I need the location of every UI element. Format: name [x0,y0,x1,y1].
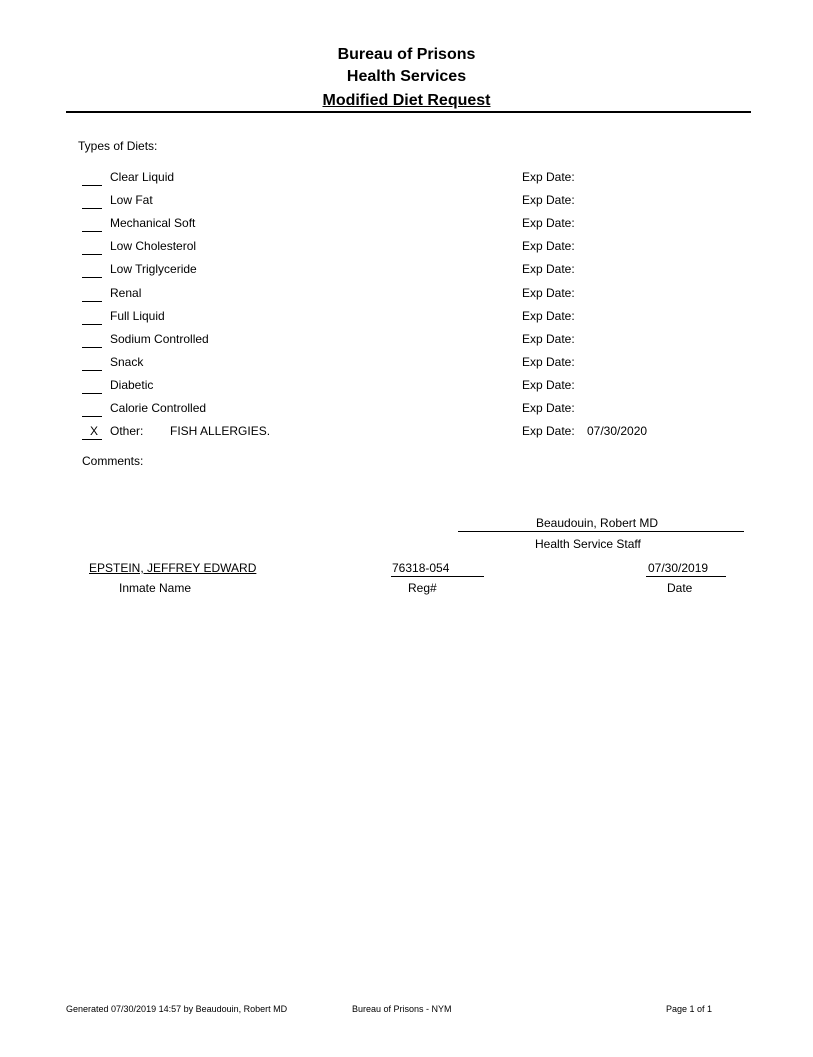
date-label: Date [667,581,693,595]
diet-exp-label: Exp Date: [522,286,575,300]
diet-name: Low Fat [110,193,153,207]
diet-checkbox-line [82,439,102,440]
diet-checkbox-line [82,231,102,232]
footer-facility: Bureau of Prisons - NYM [352,1004,452,1014]
footer-page: Page 1 of 1 [666,1004,713,1014]
diet-exp-label: Exp Date: [522,170,575,184]
diet-exp-label: Exp Date: [522,309,575,323]
diet-exp-label: Exp Date: [522,262,575,276]
page-title: Modified Diet Request [322,92,491,109]
diet-exp-label: Exp Date: [522,216,575,230]
diet-exp-label: Exp Date: [522,424,575,438]
staff-name: Beaudouin, Robert MD [536,516,659,530]
header-title-agency: Bureau of Prisons [337,46,476,63]
diet-checkbox-line [82,324,102,325]
diet-exp-label: Exp Date: [522,378,575,392]
staff-title: Health Service Staff [535,537,641,551]
footer-generated: Generated 07/30/2019 14:57 by Beaudouin, Robert MD [66,1004,288,1014]
signature-date: 07/30/2019 [648,561,709,575]
diet-name: Sodium Controlled [110,332,209,346]
types-of-diets-label: Types of Diets: [78,139,158,153]
diet-name: Low Cholesterol [110,239,197,253]
diet-name: Snack [110,355,144,369]
diet-mark[interactable]: X [90,424,99,438]
diet-name: Full Liquid [110,309,165,323]
diet-checkbox-line [82,185,102,186]
diet-name: Diabetic [110,378,154,392]
diet-name: Mechanical Soft [110,216,196,230]
inmate-name: EPSTEIN, JEFFREY EDWARD [89,561,257,575]
diet-checkbox-line [82,301,102,302]
diet-name: Other: [110,424,144,438]
diet-checkbox-line [82,347,102,348]
header-rule [66,111,751,113]
diet-exp-label: Exp Date: [522,401,575,415]
diet-exp-label: Exp Date: [522,239,575,253]
inmate-name-label: Inmate Name [119,581,192,595]
diet-name: Renal [110,286,142,300]
diet-checkbox-line [82,254,102,255]
staff-signature-line [458,531,744,532]
diet-checkbox-line [82,370,102,371]
diet-exp-label: Exp Date: [522,355,575,369]
diet-exp-label: Exp Date: [522,332,575,346]
diet-exp-label: Exp Date: [522,193,575,207]
diet-name: Calorie Controlled [110,401,207,415]
date-underline [646,576,726,577]
reg-label: Reg# [408,581,437,595]
reg-number: 76318-054 [392,561,450,575]
diet-other-detail: FISH ALLERGIES. [170,424,271,438]
comments-label: Comments: [82,454,144,468]
diet-checkbox-line [82,277,102,278]
diet-name: Low Triglyceride [110,262,197,276]
diet-name: Clear Liquid [110,170,175,184]
diet-checkbox-line [82,416,102,417]
reg-underline [391,576,484,577]
diet-checkbox-line [82,208,102,209]
header-title-department: Health Services [346,68,467,85]
diet-exp-date: 07/30/2020 [587,424,648,438]
diet-checkbox-line [82,393,102,394]
